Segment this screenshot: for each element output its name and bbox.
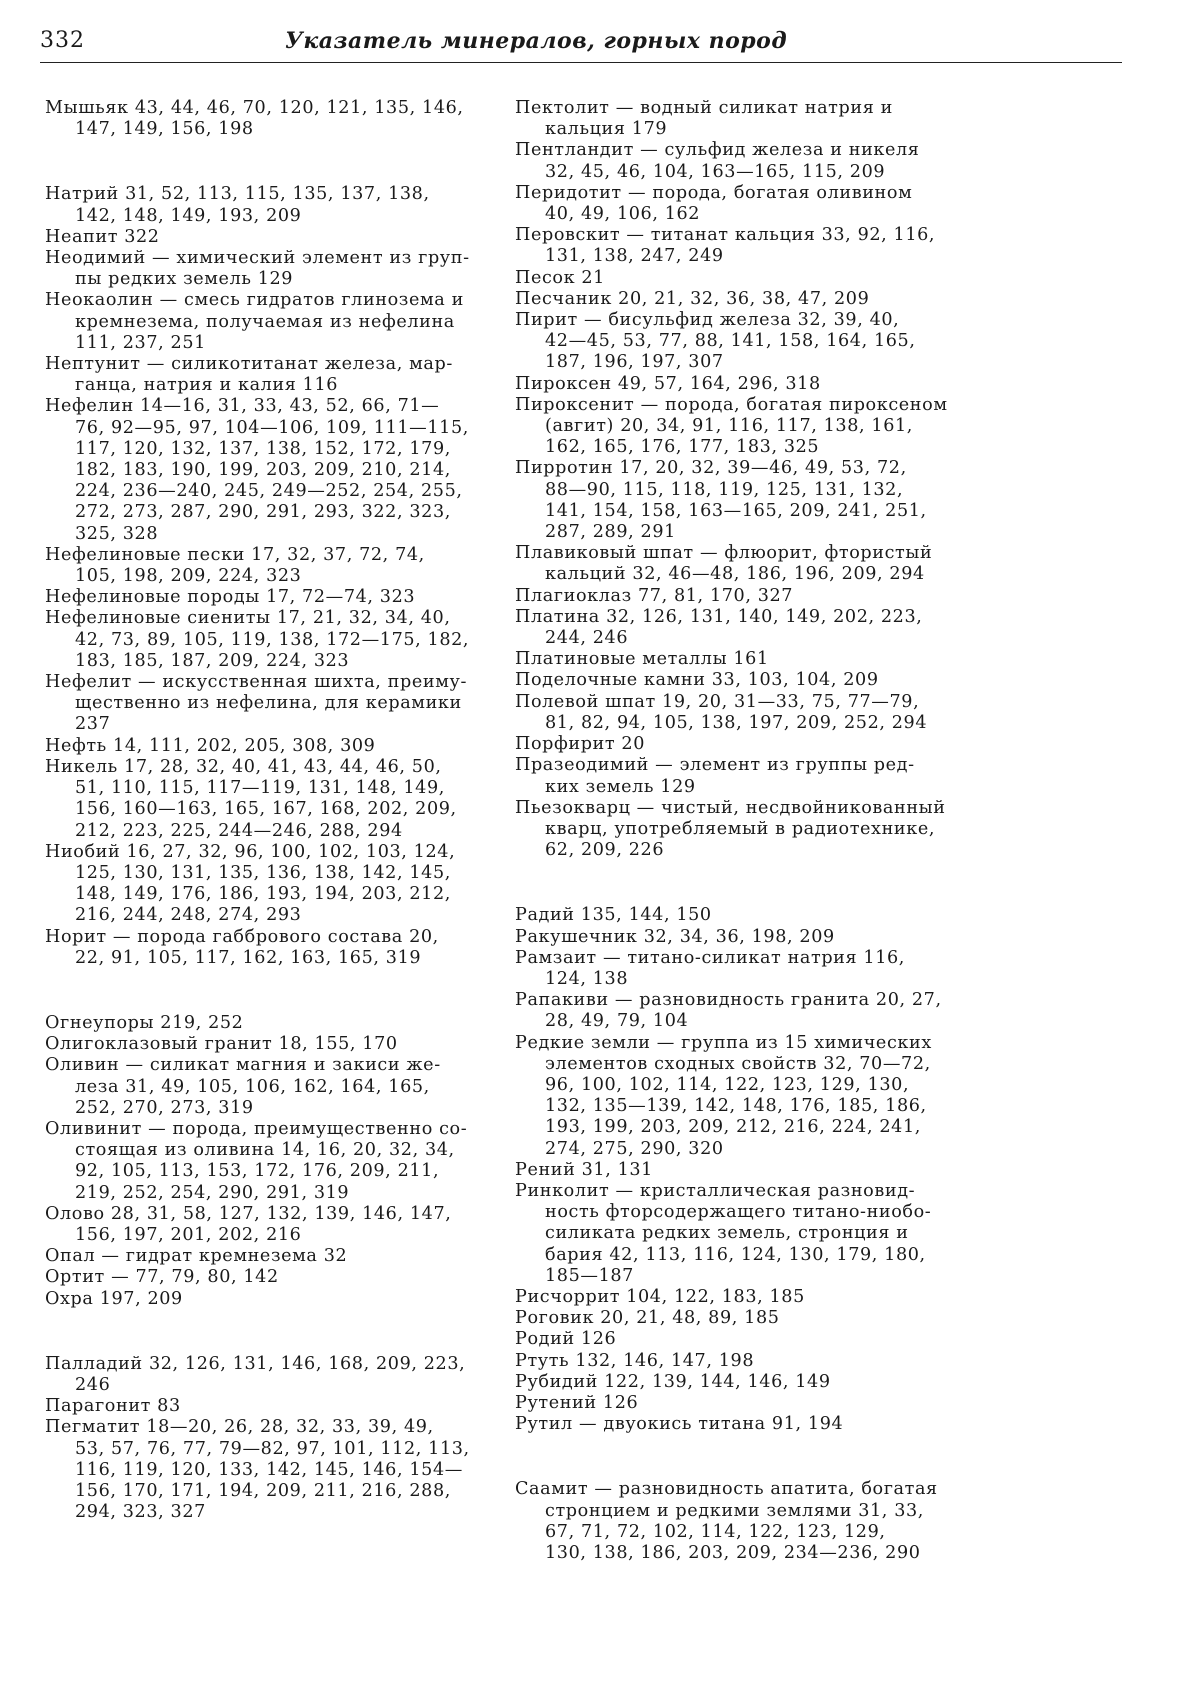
index-entry: [45, 184, 495, 226]
index-entry: [45, 1055, 495, 1119]
index-entry: [45, 608, 495, 672]
index-entry: [45, 757, 495, 842]
index-entry-line: Ортит — 77, 79, 80, 142: [45, 1267, 279, 1288]
index-entry-continuation: 156, 170, 171, 194, 209, 211, 216, 288,: [75, 1480, 451, 1501]
index-entry-continuation: 88—90, 115, 118, 119, 125, 131, 132,: [545, 479, 904, 500]
index-entry: [515, 268, 985, 289]
running-title: Указатель минералов, горных пород: [285, 28, 788, 54]
index-entry: [45, 290, 495, 354]
index-entry-line: Плагиоклаз 77, 81, 170, 327: [515, 585, 794, 606]
index-entry-continuation: 67, 71, 72, 102, 114, 122, 123, 129,: [545, 1521, 886, 1542]
index-entry-line: Пегматит 18—20, 26, 28, 32, 33, 39, 49,: [45, 1417, 434, 1438]
index-entry-line: Никель 17, 28, 32, 40, 41, 43, 44, 46, 50,: [45, 756, 442, 777]
index-entry-line: Опал — гидрат кремнезема 32: [45, 1246, 348, 1267]
index-entry: [515, 225, 985, 267]
index-entry-continuation: 32, 45, 46, 104, 163—165, 115, 209: [545, 161, 886, 182]
index-entry: [45, 545, 495, 587]
index-entry-line: Ртуть 132, 146, 147, 198: [515, 1350, 755, 1371]
index-entry: [45, 396, 495, 544]
index-entry: [45, 1289, 495, 1310]
index-entry-continuation: 182, 183, 190, 199, 203, 209, 210, 214,: [75, 460, 451, 481]
letter-section-gap: [45, 1310, 495, 1354]
index-entry-line: Саамит — разновидность апатита, богатая: [515, 1479, 938, 1500]
index-entry-continuation: 81, 82, 94, 105, 138, 197, 209, 252, 294: [545, 712, 928, 733]
index-entry-continuation: кальция 179: [545, 119, 668, 140]
index-entry-line: Неокаолин — смесь гидратов глинозема и: [45, 290, 464, 311]
index-entry-continuation: 92, 105, 113, 153, 172, 176, 209, 211,: [75, 1161, 440, 1182]
index-entry-continuation: ганца, натрия и калия 116: [75, 375, 339, 396]
index-entry: [515, 183, 985, 225]
index-entry-line: Рутений 126: [515, 1392, 639, 1413]
index-entry-continuation: кремнезема, получаемая из нефелина: [75, 311, 455, 332]
index-entry-continuation: 96, 100, 102, 114, 122, 123, 129, 130,: [545, 1074, 910, 1095]
index-entry: [515, 1351, 985, 1372]
index-entry-continuation: леза 31, 49, 105, 106, 162, 164, 165,: [75, 1076, 430, 1097]
index-entry-continuation: 76, 92—95, 97, 104—106, 109, 111—115,: [75, 417, 469, 438]
index-entry-line: Нефелиновые породы 17, 72—74, 323: [45, 587, 416, 608]
index-entry-line: Пирит — бисульфид железа 32, 39, 40,: [515, 310, 900, 331]
index-entry-continuation: 274, 275, 290, 320: [545, 1138, 724, 1159]
index-entry: [515, 98, 985, 140]
index-entry: [515, 374, 985, 395]
index-entry-continuation: 42, 73, 89, 105, 119, 138, 172—175, 182,: [75, 629, 470, 650]
letter-section-gap: [515, 1435, 985, 1479]
index-entry-line: Рутил — двуокись титана 91, 194: [515, 1414, 844, 1435]
index-entry-continuation: стронцием и редкими землями 31, 33,: [545, 1500, 924, 1521]
index-entry-line: Редкие земли — группа из 15 химических: [515, 1032, 932, 1053]
index-entry-line: Норит — порода габбрового состава 20,: [45, 926, 439, 947]
index-entry-continuation: 219, 252, 254, 290, 291, 319: [75, 1182, 350, 1203]
index-entry-continuation: 187, 196, 197, 307: [545, 352, 724, 373]
index-entry-continuation: 142, 148, 149, 193, 209: [75, 205, 302, 226]
index-entry-line: Охра 197, 209: [45, 1288, 183, 1309]
index-entry-continuation: 212, 223, 225, 244—246, 288, 294: [75, 820, 403, 841]
index-entry-line: Поделочные камни 33, 103, 104, 209: [515, 670, 879, 691]
index-entry-continuation: 105, 198, 209, 224, 323: [75, 566, 302, 587]
index-entry-continuation: 193, 199, 203, 209, 212, 216, 224, 241,: [545, 1117, 921, 1138]
index-entry: [45, 1013, 495, 1034]
letter-section-gap: [45, 140, 495, 184]
index-entry: [515, 692, 985, 734]
index-entry-line: Парагонит 83: [45, 1396, 181, 1417]
index-entry-line: Нефелиновые сиениты 17, 21, 32, 34, 40,: [45, 608, 451, 629]
index-entry-line: Пектолит — водный силикат натрия и: [515, 98, 893, 118]
index-entry-line: Платина 32, 126, 131, 140, 149, 202, 223,: [515, 606, 923, 627]
index-entry-line: Нефть 14, 111, 202, 205, 308, 309: [45, 735, 376, 756]
index-entry: [515, 990, 985, 1032]
index-entry: [45, 587, 495, 608]
index-entry: [45, 1417, 495, 1523]
index-entry-continuation: 156, 197, 201, 202, 216: [75, 1224, 302, 1245]
index-entry-continuation: 244, 246: [545, 628, 629, 649]
index-entry: [45, 354, 495, 396]
index-entry-line: Роговик 20, 21, 48, 89, 185: [515, 1308, 780, 1329]
index-entry-line: Полевой шпат 19, 20, 31—33, 75, 77—79,: [515, 691, 920, 712]
index-entry-continuation: элементов сходных свойств 32, 70—72,: [545, 1053, 931, 1074]
index-entry-continuation: 325, 328: [75, 523, 159, 544]
index-entry: [515, 1329, 985, 1350]
index-entry-continuation: 40, 49, 106, 162: [545, 204, 701, 225]
index-column-left: [45, 98, 495, 1523]
index-entry: [515, 543, 985, 585]
index-entry-line: Неодимий — химический элемент из груп-: [45, 248, 470, 269]
index-entry-continuation: 130, 138, 186, 203, 209, 234—236, 290: [545, 1543, 921, 1563]
index-entry: [515, 1308, 985, 1329]
index-entry: [515, 140, 985, 182]
index-entry-line: Песок 21: [515, 267, 605, 288]
index-entry-continuation: 141, 154, 158, 163—165, 209, 241, 251,: [545, 500, 927, 521]
header-rule: [40, 62, 1122, 63]
index-entry: [515, 1033, 985, 1160]
index-entry-line: Ниобий 16, 27, 32, 96, 100, 102, 103, 124,: [45, 841, 456, 862]
letter-section-gap: [515, 861, 985, 905]
index-entry: [45, 1267, 495, 1288]
index-entry-continuation: 294, 323, 327: [75, 1502, 206, 1523]
index-entry: [515, 1479, 985, 1564]
index-entry: [515, 1372, 985, 1393]
index-entry: [515, 395, 985, 459]
index-entry-line: Нефелиновые пески 17, 32, 37, 72, 74,: [45, 544, 425, 565]
index-entry: [515, 1393, 985, 1414]
index-entry: [515, 310, 985, 374]
index-entry-continuation: щественно из нефелина, для керамики: [75, 693, 462, 714]
index-entry: [515, 734, 985, 755]
index-entry-continuation: 287, 289, 291: [545, 522, 676, 543]
index-entry-continuation: 224, 236—240, 245, 249—252, 254, 255,: [75, 481, 463, 502]
index-entry-continuation: 156, 160—163, 165, 167, 168, 202, 209,: [75, 799, 457, 820]
index-entry: [515, 1160, 985, 1181]
index-entry-continuation: кварц, употребляемый в радиотехнике,: [545, 818, 936, 839]
index-entry: [515, 927, 985, 948]
index-entry-continuation: стоящая из оливина 14, 16, 20, 32, 34,: [75, 1140, 455, 1161]
index-entry-line: Пьезокварц — чистый, несдвойникованный: [515, 797, 946, 818]
index-entry: [515, 798, 985, 862]
index-entry: [45, 98, 495, 140]
index-entry-line: Огнеупоры 219, 252: [45, 1012, 244, 1033]
page-number: 332: [40, 28, 85, 53]
index-entry-continuation: 132, 135—139, 142, 148, 176, 185, 186,: [545, 1096, 927, 1117]
index-entry-continuation: кальций 32, 46—48, 186, 196, 209, 294: [545, 564, 925, 585]
index-entry-line: Песчаник 20, 21, 32, 36, 38, 47, 209: [515, 288, 870, 309]
index-entry-continuation: пы редких земель 129: [75, 269, 294, 290]
index-entry-line: Рубидий 122, 139, 144, 146, 149: [515, 1371, 831, 1392]
index-column-right: [515, 98, 985, 1564]
index-entry: [45, 1354, 495, 1396]
index-entry-line: Натрий 31, 52, 113, 115, 135, 137, 138,: [45, 184, 430, 205]
index-entry-continuation: 185—187: [545, 1265, 634, 1286]
index-entry-line: Оливин — силикат магния и закиси же-: [45, 1055, 441, 1076]
index-entry-continuation: 252, 270, 273, 319: [75, 1097, 254, 1118]
index-entry: [45, 1396, 495, 1417]
index-entry: [45, 927, 495, 969]
index-entry: [515, 755, 985, 797]
index-entry: [515, 586, 985, 607]
index-entry-line: Пентландит — сульфид железа и никеля: [515, 140, 920, 161]
index-entry-line: Пироксен 49, 57, 164, 296, 318: [515, 373, 821, 394]
index-entry: [45, 1034, 495, 1055]
index-entry-continuation: 111, 237, 251: [75, 332, 206, 353]
index-entry-line: Рапакиви — разновидность гранита 20, 27,: [515, 990, 942, 1011]
index-entry-continuation: 116, 119, 120, 133, 142, 145, 146, 154—: [75, 1459, 463, 1480]
index-entry: [515, 1287, 985, 1308]
index-entry: [45, 842, 495, 927]
index-entry-line: Перидотит — порода, богатая оливином: [515, 182, 913, 203]
index-entry: [515, 289, 985, 310]
index-entry: [45, 672, 495, 736]
index-entry-continuation: 125, 130, 131, 135, 136, 138, 142, 145,: [75, 862, 451, 883]
index-entry-line: Палладий 32, 126, 131, 146, 168, 209, 223,: [45, 1353, 466, 1374]
index-entry-line: Пирротин 17, 20, 32, 39—46, 49, 53, 72,: [515, 458, 907, 479]
index-entry-continuation: 246: [75, 1374, 111, 1395]
index-entry-continuation: 272, 273, 287, 290, 291, 293, 322, 323,: [75, 502, 451, 523]
index-entry-continuation: 147, 149, 156, 198: [75, 119, 254, 140]
index-entry: [515, 905, 985, 926]
index-entry-line: Рисчоррит 104, 122, 183, 185: [515, 1286, 805, 1307]
index-entry-continuation: 216, 244, 248, 274, 293: [75, 905, 302, 926]
index-entry-continuation: 131, 138, 247, 249: [545, 246, 724, 267]
index-entry: [515, 458, 985, 543]
index-entry: [515, 607, 985, 649]
index-entry-continuation: ких земель 129: [545, 776, 696, 797]
index-entry-line: Ринколит — кристаллическая разновид-: [515, 1180, 916, 1201]
index-entry-continuation: 117, 120, 132, 137, 138, 152, 172, 179,: [75, 438, 451, 459]
index-entry-line: Олигоклазовый гранит 18, 155, 170: [45, 1034, 398, 1055]
index-entry-line: Нептунит — силикотитанат железа, мар-: [45, 354, 453, 375]
index-entry: [515, 649, 985, 670]
letter-section-gap: [45, 969, 495, 1013]
index-entry-continuation: 124, 138: [545, 968, 629, 989]
index-entry-continuation: (авгит) 20, 34, 91, 116, 117, 138, 161,: [545, 416, 913, 437]
index-entry-line: Мышьяк 43, 44, 46, 70, 120, 121, 135, 146,: [45, 98, 464, 118]
index-entry-continuation: 22, 91, 105, 117, 162, 163, 165, 319: [75, 947, 422, 968]
index-entry: [45, 248, 495, 290]
index-entry-line: Плавиковый шпат — флюорит, фтористый: [515, 543, 933, 564]
index-entry-line: Неапит 322: [45, 226, 160, 247]
index-entry-continuation: 237: [75, 714, 111, 735]
index-entry-continuation: силиката редких земель, стронция и: [545, 1223, 909, 1244]
index-entry-continuation: 28, 49, 79, 104: [545, 1011, 689, 1032]
index-entry: [515, 1181, 985, 1287]
index-entry-line: Нефелин 14—16, 31, 33, 43, 52, 66, 71—: [45, 396, 440, 417]
index-entry: [45, 736, 495, 757]
index-entry-line: Оливинит — порода, преимущественно со-: [45, 1118, 468, 1139]
index-entry-line: Порфирит 20: [515, 734, 645, 755]
index-entry-continuation: 162, 165, 176, 177, 183, 325: [545, 437, 820, 458]
index-entry-line: Пироксенит — порода, богатая пироксеном: [515, 394, 948, 415]
index-entry: [45, 227, 495, 248]
index-entry: [515, 1414, 985, 1435]
index-entry-line: Платиновые металлы 161: [515, 649, 769, 670]
index-entry-continuation: бария 42, 113, 116, 124, 130, 179, 180,: [545, 1244, 926, 1265]
index-entry: [515, 670, 985, 691]
index-entry-line: Рений 31, 131: [515, 1159, 653, 1180]
index-entry-line: Олово 28, 31, 58, 127, 132, 139, 146, 147,: [45, 1203, 452, 1224]
index-entry-line: Радий 135, 144, 150: [515, 905, 712, 926]
index-entry: [45, 1246, 495, 1267]
index-entry-line: Перовскит — титанат кальция 33, 92, 116,: [515, 225, 936, 246]
index-entry-continuation: 62, 209, 226: [545, 840, 665, 861]
index-entry-line: Родий 126: [515, 1329, 617, 1350]
index-entry-line: Ракушечник 32, 34, 36, 198, 209: [515, 926, 835, 947]
index-entry-continuation: 51, 110, 115, 117—119, 131, 148, 149,: [75, 778, 445, 799]
index-entry-line: Празеодимий — элемент из группы ред-: [515, 755, 915, 776]
index-entry: [45, 1204, 495, 1246]
index-entry-line: Нефелит — искусственная шихта, преиму-: [45, 672, 467, 693]
index-entry-continuation: ность фторсодержащего титано-ниобо-: [545, 1202, 932, 1223]
index-entry-continuation: 148, 149, 176, 186, 193, 194, 203, 212,: [75, 884, 451, 905]
index-entry-continuation: 183, 185, 187, 209, 224, 323: [75, 650, 350, 671]
index-entry: [515, 948, 985, 990]
index-entry-continuation: 53, 57, 76, 77, 79—82, 97, 101, 112, 113,: [75, 1438, 470, 1459]
index-entry: [45, 1119, 495, 1204]
index-entry-continuation: 42—45, 53, 77, 88, 141, 158, 164, 165,: [545, 331, 916, 352]
index-entry-line: Рамзаит — титано-силикат натрия 116,: [515, 947, 905, 968]
